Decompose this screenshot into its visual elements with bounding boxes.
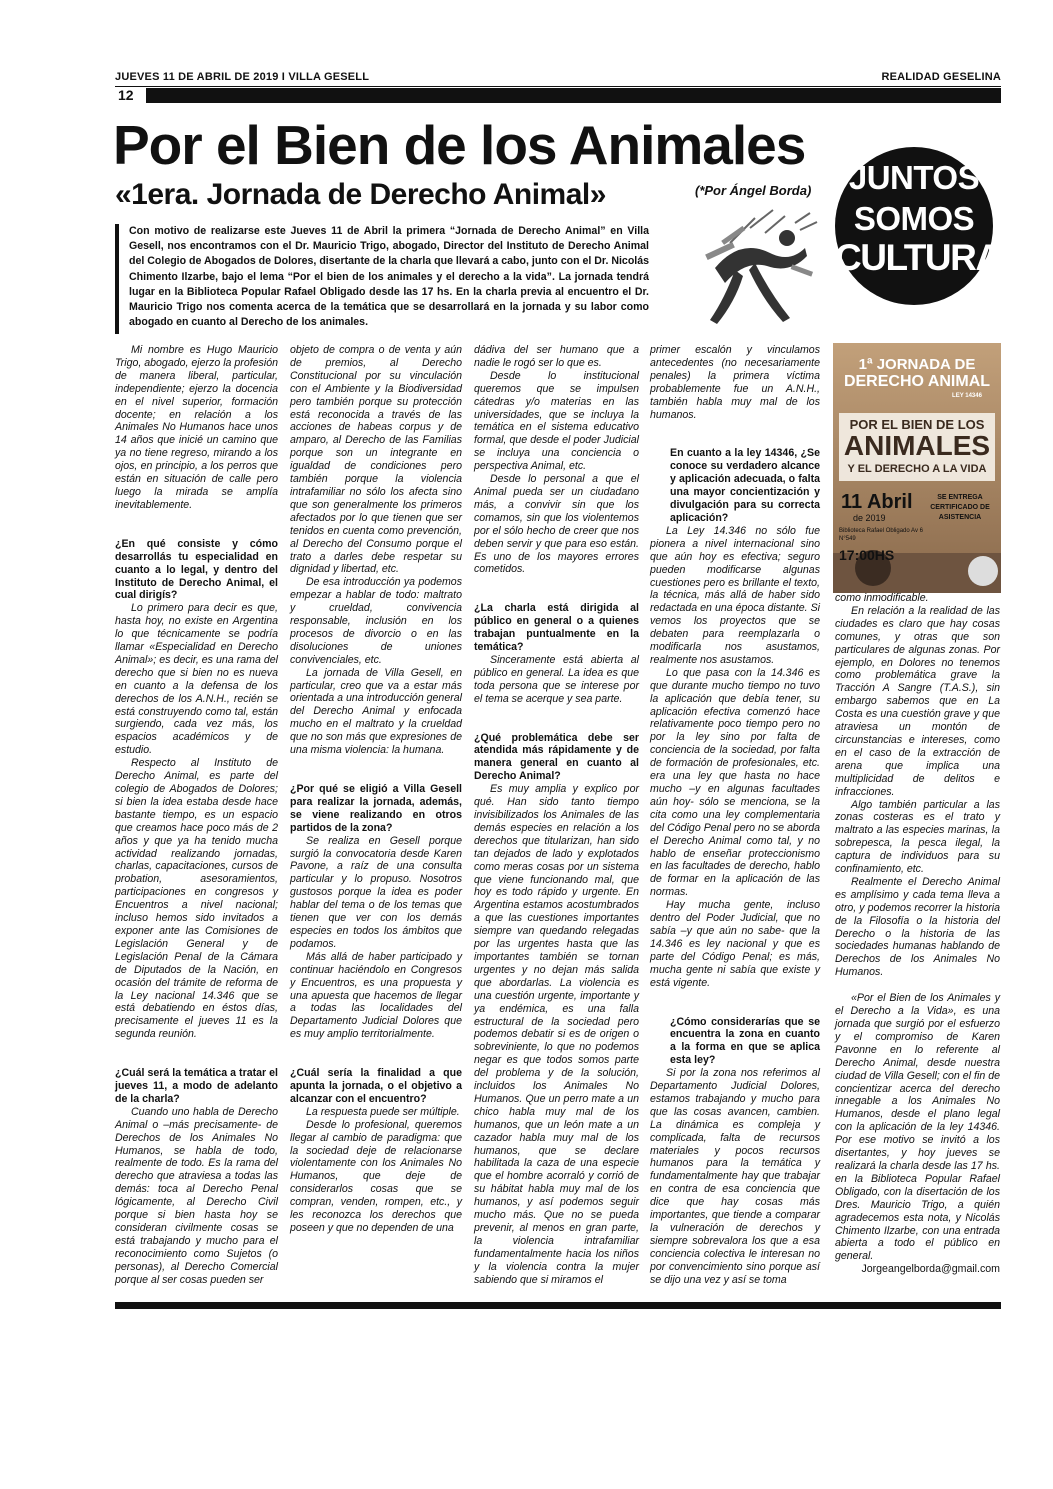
article-title: Por el Bien de los Animales [113,114,806,176]
interview-question: ¿La charla está dirigida al público en general o a quienes trabajan puntualmente en la temática? [474,602,639,654]
paragraph: Desde lo personal a que el Animal pueda ser un ciudadano más, a convivir sin que los comamos, sin que los violentemos por el sólo hecho de creer que nos deben servir y que para eso están. Es uno de los mayores errores cometidos. [474,473,639,576]
paragraph: Mi nombre es Hugo Mauricio Trigo, abogado, ejerzo la profesión de manera liberal, particular, independiente; ejerzo la docencia en el nivel superior, formación docente; en relación a los Animales No Humanos hace unos 14 años que inicié un camino que ya no tiene regreso, mirando a los ojos, en principio, a los perros que están en situación de calle pero luego la mirada se amplía inevitablemente. [115,344,278,511]
poster-line-9: SE ENTREGA CERTIFICADO DE ASISTENCIA [930,494,990,521]
interview-question: ¿Por qué se eligió a Villa Gesell para realizar la jornada, además, se viene realizando en otros partidos de la zona? [290,783,462,834]
article-column-1 [115,344,278,1287]
paragraph: Respecto al Instituto de Derecho Animal, es parte del colegio de Abogados de Dolores; si bien la idea estaba desde hace bastante tiempo, es un espacio que creamos hace poco más de 2 años y que ya ha tenido mucha actividad realizando jornadas, charlas, capacitaciones, cursos de probation, asesoramientos, participaciones en congresos y Encuentros a nivel nacional; incluso hemos sido invitados a exponer ante las Comisiones de Legislación General y de Legislación Penal de la Cámara de Diputados de la Nación, en ocasión del trámite de reforma de la Ley nacional 14.346 que se está debatiendo en éstos días, precisamente el jueves 11 es la segunda reunión. [115,757,278,1041]
poster-line-3: LEY 14346 [952,393,982,399]
article-column-4 [650,344,820,1287]
interview-question: ¿Cuál sería la finalidad a que apunta la jornada, o el objetivo a alcanzar con el encuentro? [290,1067,462,1105]
paragraph: Hay mucha gente, incluso dentro del Poder Judicial, que no sabía –y que aún no sabe- que la 14.346 es ley nacional y que es parte del Código Penal; es más, mucha gente ni sabía que existe y está vigente. [650,899,820,989]
poster-line-5: ANIMALES [843,430,991,461]
paragraph: La respuesta puede ser múltiple. [306,1105,460,1118]
paragraph: como inmodificable. [835,592,929,604]
bottom-rule [115,1302,1001,1309]
poster-line-6: Y EL DERECHO A LA VIDA [847,463,987,475]
article-subtitle: «1era. Jornada de Derecho Animal» [115,178,606,211]
juntos-somos-cultura-badge [835,147,1001,305]
paragraph: La Ley 14.346 no sólo fue pionera a nivel internacional sino que aún hoy es efectiva; seguro pueden modificarse algunas cuestiones pero es brillante el texto, la técnica, más allá de haber sido redactada en una época distante. Si vemos los proyectos que se debaten para reemplazarla o modificarla nos asustamos, realmente nos asustamos. [650,524,820,666]
page-number: 12 [115,88,146,103]
interview-question: ¿Cómo considerarías que se encuentra la zona en cuanto a la forma en que se aplica esta ley? [670,1015,820,1067]
paragraph: Desde lo profesional, queremos llegar al cambio de paradigma: que la sociedad deje de relacionarse violentamente con los Animales No Humanos, que deje de considerarlos cosas que se compran, venden, rompen, etc., y les reconozca los derechos que poseen y que no dependen de una [290,1118,462,1234]
paragraph: objeto de compra o de venta y aún de premios, al Derecho Constitucional por su vinculación con el Ambiente y la Biodiversidad pero también porque su protección está reconocida a través de las acciones de habeas corpus y de amparo, al Derecho de las Familias porque son un integrante en igualdad de condiciones pero también porque la violencia intrafamiliar no sólo los afecta sino que son generalmente los primeros afectados por lo que tienen que ser tenidos en cuenta como prevención, al Derecho del Consumo porque el trato a darles debe respetar su dignidad y libertad, etc. [290,344,462,576]
interview-question: ¿Cuál será la temática a tratar el jueves 11, a modo de adelanto de la charla? [115,1067,278,1105]
article-column-3 [474,344,639,1287]
paragraph: De esa introducción ya podemos empezar a hablar de todo: maltrato y crueldad, convivencia responsable, inclusión en los procesos de divorcio o en las disoluciones de uniones convivenciales, etc. [290,576,462,666]
paragraph: dádiva del ser humano que a nadie le rogó ser lo que es. [474,344,639,369]
paragraph: Cuando uno habla de Derecho Animal o –más precisamente- de Derechos de los Animales No Humanos, se habla de todo, realmente de todo. Es la rama del derecho que atraviesa a todas las demás: toca al Derecho Penal lógicamente, al Derecho Civil porque si bien hasta hoy se consideran civilmente cosas se está trabajando y mucho para el reconocimiento como Sujetos (o personas), al Derecho Comercial porque al ser cosas pueden ser [115,1105,278,1286]
paragraph: En relación a la realidad de las ciudades es claro que hay cosas comunes, y otras que son particulares de algunas zonas. Por ejemplo, en Dolores no tenemos como problemática grave la Tracción A Sangre (T.A.S.), sin embargo sabemos que en La Costa es una cuestión grave y que atraviesa un montón de circunstancias e intereses, como en el caso de la extracción de arena que implica una multiplicidad de delitos e infracciones. [835,604,1000,798]
author-email: Jorgeangelborda@gmail.com [861,1263,1000,1276]
paragraph: Sinceramente está abierta al público en general. La idea es que toda persona que se interese por el tema se acerque y sea parte. [474,653,639,705]
dancer-illustration [695,208,825,333]
paragraph: Algo también particular a las zonas costeras es el trato y maltrato a las especies marinas, la sobrepesca, la pesca ilegal, la captura de individuos para su confinamiento, etc. [835,798,1000,876]
paragraph: primer escalón y vinculamos antecedentes (no necesariamente penales) la primera víctima probablemente fue un A.N.H., también habla muy mal de los humanos. [650,344,820,421]
header-rule [115,86,1001,87]
header-publication-name: REALIDAD GESELINA [881,71,1001,83]
poster-line-11: 17:00HS [839,547,895,563]
poster-line-1: 1ª JORNADA DE [858,356,976,373]
paragraph: Lo que pasa con la 14.346 es que durante mucho tiempo no tuvo la aplicación que debía tener, su aplicación efectiva comenzó hace relativamente poco tiempo pero no por la ley sino por falta de conciencia de la sociedad, por falta de formación de profesionales, etc. era una ley que hasta no hace mucho –y en algunas facultades aún hoy- sólo se menciona, se la cita como una ley complementaria del Código Penal pero no se aborda el Derecho Animal como tal, y no hablo de enseñar proteccionismo en las facultades de derecho, hablo de formar en la aplicación de las normas. [650,666,820,899]
article-lead: Con motivo de realizarse este Jueves 11 de Abril la primera “Jornada de Derecho Animal” en Villa Gesell, nos encontramos con el Dr. Mauricio Trigo, abogado, Director del Instituto de Derecho Animal del Colegio de Abogados de Dolores, disertante de la charla que llevará a cabo, junto con el Dr. Nicolás Chimento Ilzarbe, bajo el lema “Por el bien de los animales y el derecho a la vida”. La jornada tendrá lugar en la Biblioteca Popular Rafael Obligado desde las 17 hs. En la charla previa al encuentro el Dr. Mauricio Trigo nos comenta acerca de la temática que se desarrollará en la jornada y su labor como abogado en cuanto al Derecho de los animales. [115,224,649,334]
interview-question: En cuanto a la ley 14346, ¿Se conoce su verdadero alcance y aplicación adecuada, o falta una mayor concientización y divulgación para su correcta aplicación? [670,447,820,524]
article-author: (*Por Ángel Borda) [695,183,812,198]
paragraph: Más allá de haber participado y continuar haciéndolo en Congresos y Encuentros, es una propuesta y una apuesta que hacemos de llegar a todas las localidades del Departamento Judicial Dolores que es muy amplio territorialmente. [290,950,462,1041]
article-column-2 [290,344,462,1235]
paragraph: Se realiza en Gesell porque surgió la convocatoria desde Karen Pavone, a raíz de una consulta particular y lo propuso. Nosotros gustosos porque la idea es poder hablar del tema o de los temas que tienen que ver con los demás especies en todos los ámbitos que podamos. [290,834,462,950]
badge-line-1: JUNTOS [848,159,980,196]
paragraph: Si por la zona nos referimos al Departamento Judicial Dolores, estamos trabajando y mucho para que las cosas avancen, cambien. La dinámica es compleja y complicada, falta de recursos materiales y pocos recursos humanos para la temática y fundamentalmente hay que trabajar en contra de esa conciencia que dice que hay cosas más importantes, que tiende a comparar la vulneración de derechos y siempre sobrevalora los que a esa conciencia colectiva le interesan no por convencimiento sino porque así se dijo una vez y así se toma [650,1067,820,1286]
paragraph: Realmente el Derecho Animal es amplísimo y cada tema lleva a otro, y podemos recorrer la historia de la Filosofía o la historia del Derecho o la historia de las sociedades humanas hablando de Derechos de los Animales No Humanos. [835,875,1000,979]
interview-question: ¿Qué problemática debe ser atendida más rápidamente y de manera general en cuanto al Derecho Animal? [474,731,639,783]
paragraph: La jornada de Villa Gesell, en particular, creo que va a estar más orientada a una introducción general del Derecho Animal y enfocada mucho en el maltrato y la crueldad que no son más que expresiones de una misma violencia: la humana. [290,666,462,757]
paragraph: Desde lo institucional queremos que se impulsen cátedras y/o materias en las universidades, que se incluya la temática en el sistema educativo formal, que desde el poder Judicial se incluya una conciencia o perspectiva Animal, etc. [474,369,639,473]
badge-line-2: SOMOS [853,200,975,237]
badge-line-3: CULTURA [835,237,1001,278]
poster-line-7: 11 Abril [841,491,913,513]
interview-question: ¿En qué consiste y cómo desarrollás tu especialidad en cuanto a lo legal, y dentro del Instituto de Derecho Animal, el cual dirigís? [115,537,278,602]
poster-line-2: DERECHO ANIMAL [843,373,991,390]
paragraph: Lo primero para decir es que, hasta hoy, no existe en Argentina lo que técnicamente se podría llamar «Especialidad en Derecho Animal»; es decir, es una rama del derecho que si bien no es nueva en cuanto a la defensa de los derechos de los A.N.H., recién se está construyendo como tal, están surgiendo, cada vez más, los espacios académicos y de estudio. [115,602,278,757]
paragraph: Es muy amplia y explico por qué. Han sido tanto tiempo invisibilizados los Animales de las demás especies en relación a los derechos que titularizan, han sido tan dejados de lado y explotados como meras cosas por un sistema que viene funcionando mal, que hoy es todo rápido y urgente. En Argentina estamos acostumbrados a que las cuestiones importantes siempre van quedando relegadas por las urgentes hasta que las importantes también se tornan urgentes y no dejan más salida que abordarlas. La violencia es una cuestión urgente, importante y ya endémica, es una falla estructural de la sociedad pero podemos debatir si es de origen o sobreviniente, lo que no podemos negar es que todos somos parte del problema y de la solución, incluidos los Animales No Humanos. Que un perro mate a un chico habla muy mal de los humanos, que un león mate a un cazador habla muy mal de los humanos, que se declare habilitada la caza de una especie que el hombre acorraló y corrió de su hábitat habla muy mal de los humanos, y así podemos seguir mucho más. Que no se pueda prevenir, al menos en gran parte, la violencia intrafamiliar fundamentalmente hacia los niños y la violencia contra la mujer sabiendo que si miramos el [474,783,639,1286]
paragraph: «Por el Bien de los Animales y el Derecho a la Vida», es una jornada que surgió por el esfuerzo y el compromiso de Karen Pavonne en lo referente al Derecho Animal, desde nuestra ciudad de Villa Gesell; con el fin de concientizar acerca del derecho innegable a los Animales No Humanos, desde el plano legal con la aplicación de la ley 14346. Por ese motivo se invitó a los disertantes, y hoy jueves se realizará la charla desde las 17 hs. en la Biblioteca Popular Rafael Obligado, con la disertación de los Dres. Mauricio Trigo, a quién agradecemos esta nota, y Nicolás Chimento Ilzarbe, con una entrada abierta a todo el público en general. [835,992,1000,1263]
article-column-5 [835,592,1000,1276]
page-number-bar [115,88,1001,103]
poster-line-8: de 2019 [853,513,886,523]
header-date-location: JUEVES 11 DE ABRIL DE 2019 I VILLA GESELL [115,71,370,83]
event-poster [833,343,1001,593]
poster-line-4: POR EL BIEN DE LOS [849,417,985,432]
poster-line-10: Biblioteca Rafael Obligado Av 6 N°549 [839,528,923,542]
